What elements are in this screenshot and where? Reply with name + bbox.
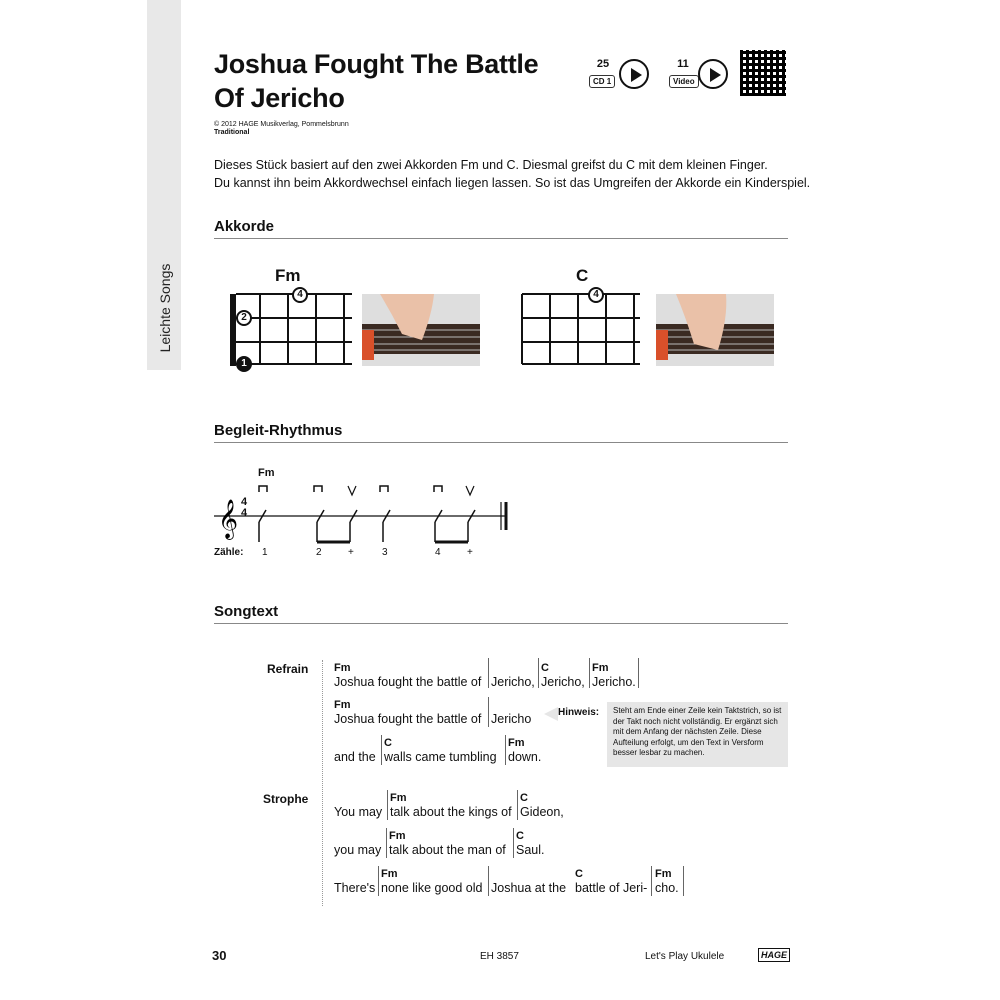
lyric-line: Joshua at the	[491, 881, 567, 895]
lyric-line: Jericho	[491, 712, 532, 726]
intro-line-1: Dieses Stück basiert auf den zwei Akkorden Fm und C. Diesmal greifst du C mit dem kleinen Finger.	[214, 158, 768, 172]
cd-track-number: 25	[596, 58, 610, 70]
cd-play-icon[interactable]	[619, 59, 649, 89]
lyrics-guide	[322, 660, 324, 906]
lyric-line: battle of Jeri-	[575, 881, 648, 895]
finger-2-marker: 2	[236, 310, 252, 326]
chord-label: C	[516, 830, 524, 842]
publisher-logo: HAGE	[758, 948, 790, 962]
lyric-line: cho.	[655, 881, 679, 895]
count-label: Zähle:	[214, 547, 244, 558]
chord-label: Fm	[655, 868, 672, 880]
bar-line	[488, 697, 489, 727]
lyric-line: Saul.	[516, 843, 545, 857]
section-divider	[214, 623, 788, 624]
lyric-line: There's	[334, 881, 376, 895]
chord-label: Fm	[334, 662, 351, 674]
bar-line	[381, 735, 382, 765]
title-line-1: Joshua Fought The Battle	[214, 49, 539, 79]
time-sig-top: 4	[241, 496, 248, 508]
bar-line	[638, 658, 639, 688]
count-2: 2	[316, 547, 322, 558]
chord-label: Fm	[334, 699, 351, 711]
chord-c-diagram	[516, 288, 656, 378]
section-divider	[214, 238, 788, 239]
bar-line	[683, 866, 684, 896]
section-chords-heading: Akkorde	[214, 218, 275, 235]
chord-label: Fm	[592, 662, 609, 674]
bar-line	[651, 866, 652, 896]
hint-text: Steht am Ende einer Zeile kein Taktstrich, so ist der Takt noch nicht vollständig. Er ergänzt sich mit dem Anfang der nächsten Zeile. Diese Aufteilung erfolgt, um den Text in Versform besser lesbar zu machen.	[613, 706, 782, 757]
lyric-line: you may	[334, 843, 382, 857]
cd-label: CD 1	[589, 75, 615, 88]
lyric-line: and the	[334, 750, 376, 764]
bar-line	[505, 735, 506, 765]
time-sig-bottom: 4	[241, 507, 248, 519]
hint-label: Hinweis:	[558, 707, 600, 718]
strophe-label: Strophe	[263, 792, 309, 806]
bar-line	[488, 866, 489, 896]
count-and: +	[348, 547, 354, 558]
lyric-line: Jericho,	[541, 675, 585, 689]
lyric-line: You may	[334, 805, 383, 819]
page-number: 30	[212, 948, 227, 963]
refrain-label: Refrain	[267, 662, 309, 676]
section-divider	[214, 442, 788, 443]
bar-line	[386, 828, 387, 858]
bar-line	[488, 658, 489, 688]
bar-line	[513, 828, 514, 858]
side-tab-label: Leichte Songs	[157, 263, 173, 353]
finger-4-marker: 4	[292, 287, 308, 303]
hint-box	[607, 702, 788, 767]
chord-c-name: C	[576, 266, 589, 285]
qr-code-icon[interactable]	[740, 50, 786, 96]
copyright: © 2012 HAGE Musikverlag, Pommelsbrunn	[214, 121, 349, 128]
finger-1-marker: 1	[236, 356, 252, 372]
catalog-code: EH 3857	[480, 951, 519, 962]
page-title	[214, 47, 538, 115]
chord-label: C	[541, 662, 549, 674]
title-line-2: Of Jericho	[214, 83, 345, 113]
lyric-line: none like good old	[381, 881, 483, 895]
chord-label: C	[575, 868, 583, 880]
intro-line-2: Du kannst ihn beim Akkordwechsel einfach liegen lassen. So ist das Umgreifen der Akkorde ein Kinderspiel.	[214, 176, 811, 190]
origin: Traditional	[214, 129, 250, 136]
section-lyrics-heading: Songtext	[214, 603, 279, 620]
count-and: +	[467, 547, 473, 558]
lyric-line: walls came tumbling	[384, 750, 497, 764]
lyric-line: talk about the kings of	[390, 805, 512, 819]
chord-label: Fm	[381, 868, 398, 880]
section-rhythm-heading: Begleit-Rhythmus	[214, 422, 343, 439]
video-track-number: 11	[677, 58, 689, 70]
count-4: 4	[435, 547, 441, 558]
chord-label: Fm	[508, 737, 525, 749]
title-block	[214, 47, 538, 115]
chord-label: C	[520, 792, 528, 804]
count-1: 1	[262, 547, 268, 558]
book-title: Let's Play Ukulele	[645, 951, 725, 962]
lyric-line: down.	[508, 750, 542, 764]
bar-line	[589, 658, 590, 688]
side-tab	[147, 0, 181, 370]
lyric-line: Gideon,	[520, 805, 564, 819]
chord-label: Fm	[390, 792, 407, 804]
intro-text	[214, 156, 814, 192]
rhythm-staff	[214, 484, 514, 544]
svg-text:𝄞: 𝄞	[218, 499, 239, 539]
hint-arrow-icon	[544, 707, 558, 721]
chord-label: Fm	[389, 830, 406, 842]
chord-fm-photo	[362, 294, 480, 366]
bar-line	[378, 866, 379, 896]
bar-line	[387, 790, 388, 820]
lyric-line: Jericho,	[491, 675, 535, 689]
chord-label: C	[384, 737, 392, 749]
lyric-line: Jericho.	[592, 675, 636, 689]
lyric-line: talk about the man of	[389, 843, 506, 857]
count-3: 3	[382, 547, 388, 558]
video-play-icon[interactable]	[698, 59, 728, 89]
bar-line	[517, 790, 518, 820]
time-signature	[241, 497, 247, 519]
rhythm-chord: Fm	[258, 467, 275, 479]
chord-fm-name: Fm	[275, 266, 301, 285]
bar-line	[538, 658, 539, 688]
video-label: Video	[669, 75, 699, 88]
lyric-line: Joshua fought the battle of	[334, 712, 482, 726]
lyric-line: Joshua fought the battle of	[334, 675, 482, 689]
finger-4-marker: 4	[588, 287, 604, 303]
chord-c-photo	[656, 294, 774, 366]
